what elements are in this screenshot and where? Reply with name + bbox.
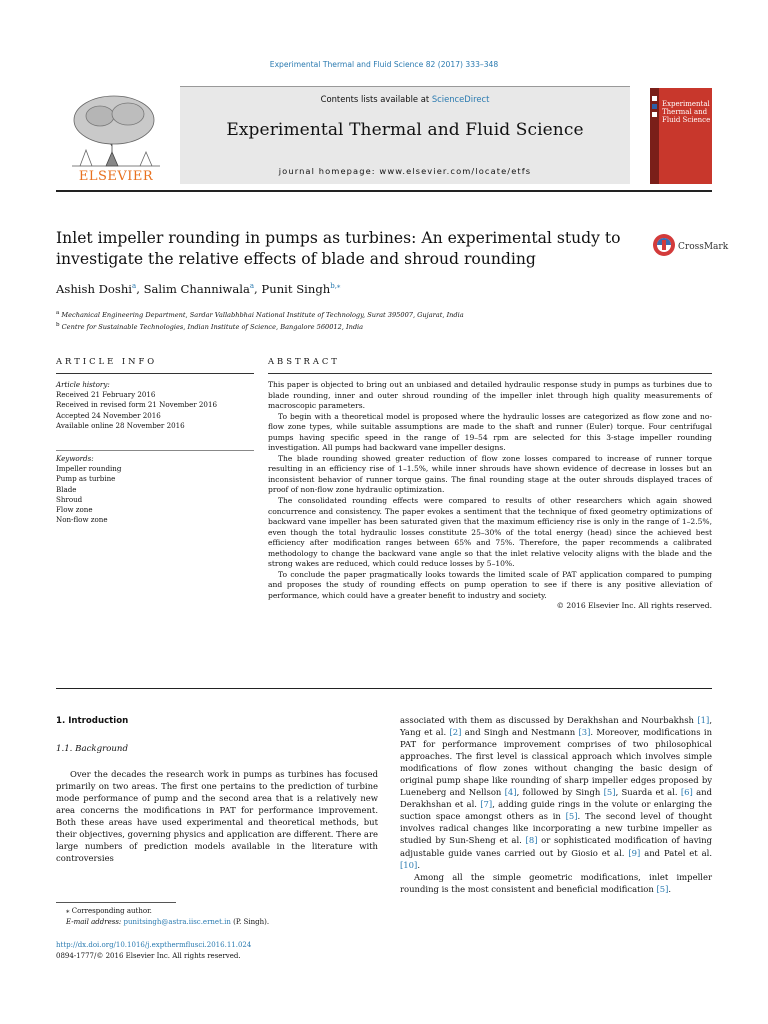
keyword-item: Blade	[56, 484, 77, 494]
citation-link[interactable]: [7]	[480, 799, 493, 810]
svg-text:Thermal and: Thermal and	[662, 108, 708, 116]
author-name[interactable]: Punit Singh	[261, 282, 331, 296]
email-suffix: (P. Singh).	[230, 918, 270, 926]
history-item: Received 21 February 2016	[56, 390, 156, 400]
abstract-paragraph: The consolidated rounding effects were compared to results of other researchers which again showed concurrence and consistency. The paper evokes a sentiment that the technique of fixed geometry optimizations of backward vane impeller has been saturated given that the maximum efficiency rise is only in the range of 1–2.5%, even though the total hydraulic losses constitute 25–30% of the total energy (head) since the achieved best efficiency after modification ranges between 65% and 75%. Therefore, the paper recommends a calibrated methodology to change the backward vane angle so that the inlet relative velocity aligns with the blade and the strong wakes are reduced, which could reduce losses by 5–10%.	[268, 496, 712, 569]
body-paragraph: Over the decades the research work in pumps as turbines has focused primarily on two areas. The first one pertains to the prediction of turbine mode performance of pump and the second area that is a relatively new area concerns the modifications in PAT for performance improvement. Both these areas have used experimental and theoretical methods, but their objectives, governing physics and application are different. There are large numbers of prediction models available in the literature with controversies	[56, 769, 378, 864]
abstract-paragraph: The blade rounding showed greater reduction of flow zone losses compared to increase of runner torque resulting in an efficiency rise of 1–1.5%, while inner shrouds have shown evidence of decrease in losses but an inconsistent behavior of runner torque gains. The final rounding stage at the outer shrouds displayed traces of proof of non-flow zone hydraulic optimization.	[268, 453, 712, 495]
history-label: Article history:	[56, 380, 110, 389]
elsevier-tree-icon	[56, 88, 176, 184]
abstract-paragraph: This paper is objected to bring out an unbiased and detailed hydraulic response study in pumps as turbines due to blade rounding, inner and outer shroud rounding of the impeller inlet through high quality measurements of macroscopic parameters.	[268, 380, 712, 411]
affiliation-item: $^b$ Centre for Sustainable Technologies, Indian Institute of Science, Bangalore 560012, India	[56, 322, 364, 332]
keywords-label: Keywords:	[56, 454, 94, 463]
subsection-heading-background: 1.1. Background	[56, 744, 128, 754]
affiliations	[56, 308, 464, 332]
citation-link[interactable]: [4]	[504, 787, 517, 798]
keyword-item: Shroud	[56, 494, 83, 504]
abstract-body	[268, 380, 712, 612]
citation-link[interactable]: [3]	[578, 727, 591, 738]
citation-link[interactable]: [5]	[603, 787, 616, 798]
citation-link[interactable]: [5]	[565, 811, 578, 822]
keyword-item: Pump as turbine	[56, 474, 116, 484]
article-info-heading: ARTICLE INFO	[56, 356, 158, 366]
author-name[interactable]: Salim Channiwala	[143, 282, 250, 296]
journal-cover-image[interactable]	[650, 88, 712, 184]
citation-link[interactable]: [8]	[525, 835, 538, 846]
corresponding-author-note: ⁎ Corresponding author.	[66, 907, 152, 915]
citation-link[interactable]: [6]	[680, 787, 693, 798]
history-item: Accepted 24 November 2016	[56, 410, 161, 420]
body-column-right	[400, 714, 712, 895]
footnote	[56, 906, 378, 928]
issn-copyright: 0894-1777/© 2016 Elsevier Inc. All rights reserved.	[56, 952, 241, 960]
journal-homepage-link[interactable]: journal homepage: www.elsevier.com/locate/etfs	[278, 166, 532, 176]
header-divider	[56, 190, 712, 192]
email-link[interactable]: punitsingh@astra.iisc.ernet.in	[123, 918, 231, 926]
contents-prefix: Contents lists available at	[320, 94, 432, 104]
keywords-list	[56, 454, 254, 525]
keyword-item: Impeller rounding	[56, 464, 122, 474]
history-item: Received in revised form 21 November 2016	[56, 400, 217, 410]
author-affiliation-sup[interactable]: a	[132, 282, 137, 291]
crossmark-icon	[652, 232, 732, 258]
affiliation-item: $^a$ Mechanical Engineering Department, Sardar Vallabhbhai National Institute of Technology, Surat 395007, Gujarat, India	[56, 310, 464, 320]
email-label: E-mail address:	[66, 918, 124, 926]
abstract-heading: ABSTRACT	[268, 356, 340, 366]
elsevier-wordmark: ELSEVIER	[78, 169, 154, 184]
svg-text:CrossMark: CrossMark	[678, 242, 729, 252]
keyword-item: Non-flow zone	[56, 515, 108, 525]
article-history	[56, 380, 254, 431]
citation-link[interactable]: [9]	[628, 847, 641, 858]
keywords-divider	[56, 450, 254, 451]
contents-line	[180, 94, 630, 104]
footnote-divider	[56, 902, 176, 903]
citation-link[interactable]: [5]	[656, 883, 669, 894]
citation-link[interactable]: [2]	[449, 727, 462, 738]
journal-title: Experimental Thermal and Fluid Science	[226, 120, 584, 140]
keyword-item: Flow zone	[56, 505, 93, 515]
section-heading-introduction: 1. Introduction	[56, 716, 129, 726]
body-paragraph: Among all the simple geometric modifications, inlet impeller rounding is the most consistent and beneficial modification [5].	[400, 871, 712, 894]
svg-text:Experimental: Experimental	[662, 100, 710, 108]
journal-cover-icon	[650, 88, 712, 184]
article-title: Inlet impeller rounding in pumps as turbines: An experimental study to investigate the relative effects of blade and shroud rounding	[56, 229, 621, 268]
body-divider	[56, 688, 712, 689]
body-column-left	[56, 768, 378, 864]
svg-text:Fluid Science: Fluid Science	[662, 116, 711, 124]
history-item: Available online 28 November 2016	[56, 420, 185, 430]
article-info-divider	[56, 373, 254, 374]
citation-link[interactable]: [1]	[697, 715, 710, 725]
doi-block	[56, 940, 251, 962]
crossmark-button[interactable]	[652, 232, 732, 258]
citation-link[interactable]: [10]	[400, 859, 418, 870]
author-affiliation-sup[interactable]: b,⁎	[330, 282, 341, 291]
doi-link[interactable]: http://dx.doi.org/10.1016/j.expthermflusci.2016.11.024	[56, 941, 252, 949]
author-affiliation-sup[interactable]: a	[249, 282, 255, 291]
abstract-copyright: © 2016 Elsevier Inc. All rights reserved.	[556, 601, 712, 611]
abstract-divider	[268, 373, 712, 374]
abstract-paragraph: To begin with a theoretical model is proposed where the hydraulic losses are categorized as flow zone and no-flow zone types, while suitable assumptions are made to the shaft and runner (Euler) torque. Four centrifugal pumps having specific speed in the range of 19–54 rpm are selected for this 3-stage impeller rounding investigation. All pumps had backward vane impeller designs.	[268, 411, 712, 453]
body-paragraph: associated with them as discussed by Derakhshan and Nourbakhsh [1], Yang et al. [2] and Singh and Nestmann [3]. Moreover, modifications in PAT for performance improvement comprises of two philosophical approaches. The first level is classical approach which involves simple modifications of flow zones without changing the basic design of original pump shape like rounding of sharp impeller edges proposed by Lueneberg and Nellson [4], followed by Singh [5], Suarda et al. [6] and Derakhshan et al. [7], adding guide rings in the volute or enlarging the suction space amongst others as in [5]. The second level of thought involves radical changes like incorporating a new turbine impeller as studied by Sun-Sheng et al. [8] or sophisticated modification of having adjustable guide vanes carried out by Giosio et al. [9] and Patel et al. [10].	[400, 715, 713, 870]
journal-reference[interactable]: Experimental Thermal and Fluid Science 82 (2017) 333–348	[269, 60, 499, 69]
elsevier-logo[interactable]	[56, 88, 176, 184]
abstract-paragraph: To conclude the paper pragmatically looks towards the limited scale of PAT application compared to pumping and proposes the study of rounding effects on pump operation to see if there is any positive alleviation of performance, which could have a greater benefit to industry and society.	[268, 569, 712, 600]
author-name[interactable]: Ashish Doshi	[56, 282, 132, 296]
author-list: Ashish Doshi$^a$, Salim Channiwala$^a$, Punit Singh$^{b,⁎}$	[56, 282, 341, 296]
sciencedirect-link[interactable]: ScienceDirect	[431, 94, 490, 104]
